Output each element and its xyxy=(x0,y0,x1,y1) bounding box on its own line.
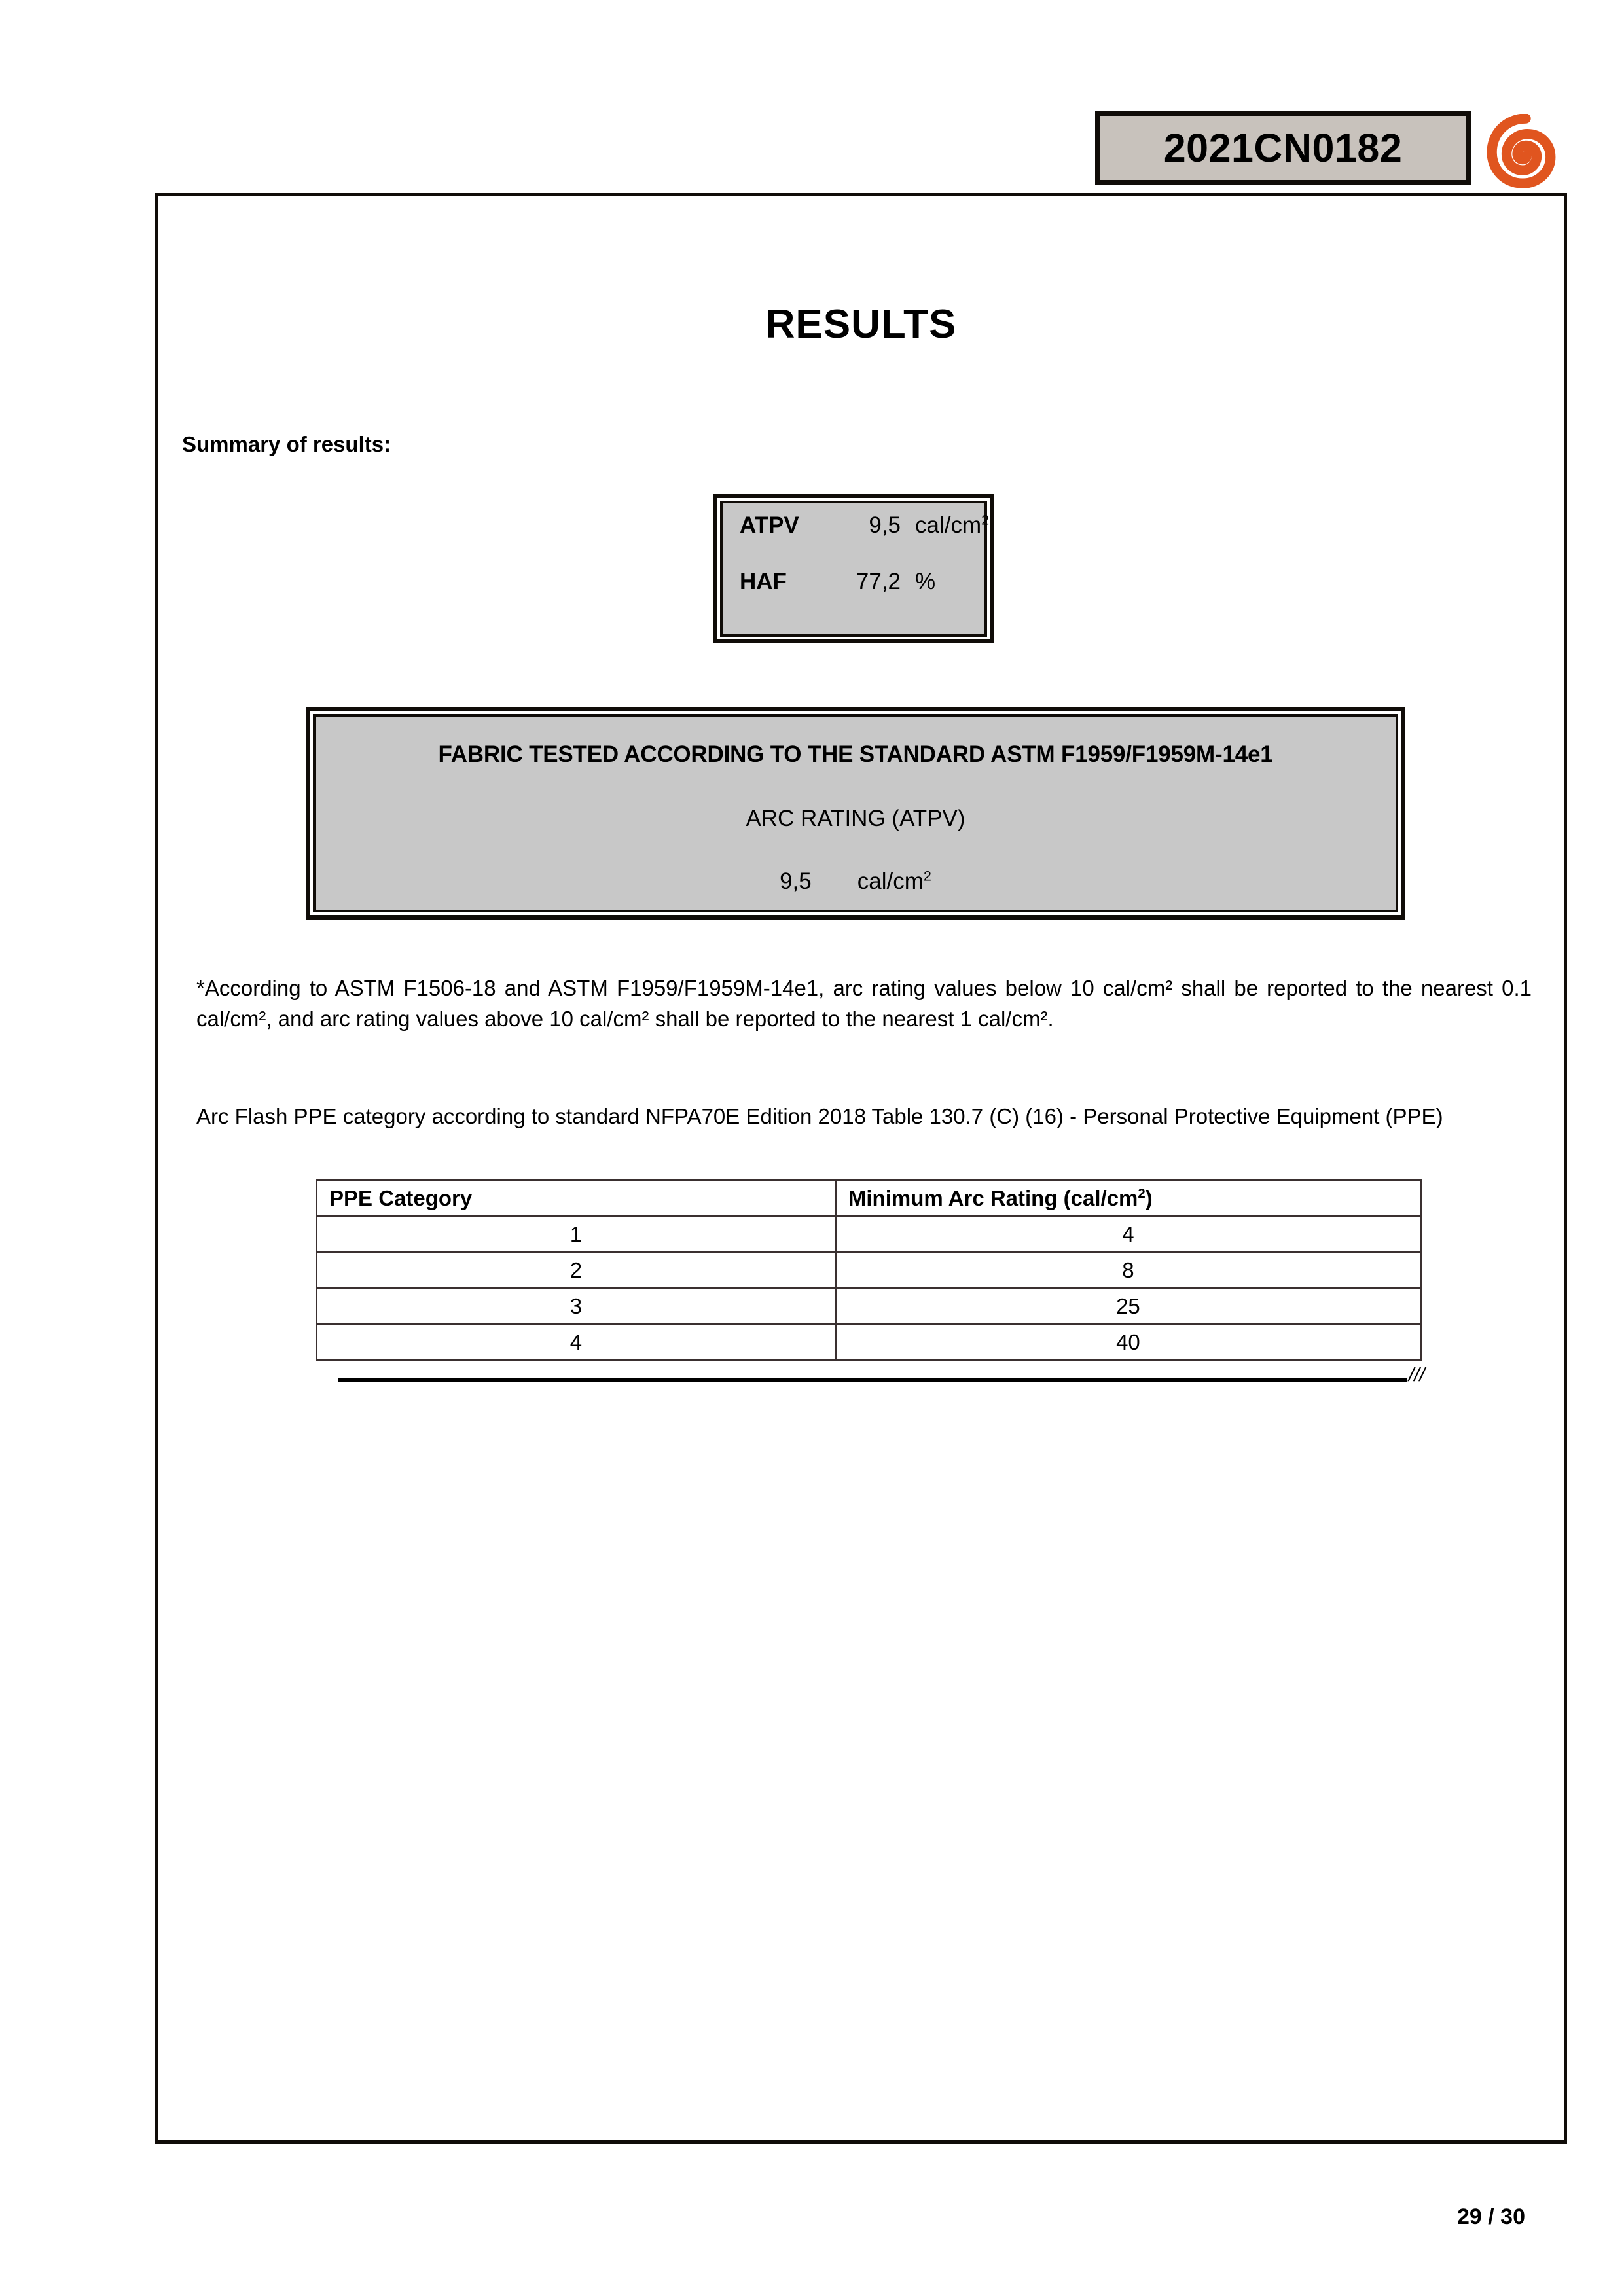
header-minimum-arc-rating-prefix: Minimum Arc Rating (cal/cm xyxy=(848,1186,1138,1210)
fabric-tested-box xyxy=(306,707,1405,920)
summary-of-results-label: Summary of results: xyxy=(182,432,391,456)
summary-unit-atpv xyxy=(901,512,989,539)
arc-rating-unit-text: cal/cm xyxy=(857,869,924,894)
arc-rating-unit xyxy=(857,869,931,895)
table-row xyxy=(317,1217,1421,1253)
ppe-category-table xyxy=(316,1179,1422,1361)
cell-ppe-category: 2 xyxy=(317,1253,836,1289)
arc-rating-value: 9,5 xyxy=(780,869,812,894)
header-ppe-category: PPE Category xyxy=(317,1181,836,1217)
page-title: RESULTS xyxy=(765,302,957,347)
cell-arc-rating: 25 xyxy=(835,1289,1420,1325)
fabric-tested-title: FABRIC TESTED ACCORDING TO THE STANDARD ASTM F1959/F1959M-14e1 xyxy=(438,742,1273,767)
spiral-logo xyxy=(1487,114,1564,191)
summary-value-atpv: 9,5 xyxy=(869,512,901,538)
summary-results-box xyxy=(713,494,994,643)
report-code-badge xyxy=(1095,111,1471,185)
summary-row-atpv xyxy=(740,511,990,569)
cell-arc-rating: 4 xyxy=(835,1217,1420,1253)
header-minimum-arc-rating-suffix: ) xyxy=(1145,1186,1153,1210)
header-minimum-arc-rating xyxy=(835,1181,1420,1217)
header-minimum-arc-rating-superscript: 2 xyxy=(1138,1186,1146,1201)
cell-ppe-category: 1 xyxy=(317,1217,836,1253)
end-of-document-mark: /// xyxy=(1408,1364,1425,1386)
table-row xyxy=(317,1253,1421,1289)
rounding-note-paragraph: *According to ASTM F1506-18 and ASTM F1959/F1959M-14e1, arc rating values below 10 cal/cm² shall be reported to the nearest 0.1 cal/cm², and arc rating values above 10 cal/cm² shall be reported to the nearest 1 cal/cm². xyxy=(196,976,1532,1031)
summary-results-box-inner xyxy=(720,501,990,637)
report-code-text: 2021CN0182 xyxy=(1163,125,1403,170)
summary-key-haf: HAF xyxy=(740,569,787,594)
summary-unit-atpv-text: cal/cm xyxy=(915,512,982,538)
arc-rating-unit-superscript: 2 xyxy=(923,867,931,884)
page-content-frame xyxy=(155,193,1567,2144)
cell-arc-rating: 8 xyxy=(835,1253,1420,1289)
end-of-document-rule xyxy=(338,1364,1425,1386)
arc-rating-subtitle: ARC RATING (ATPV) xyxy=(746,806,965,831)
end-rule-line xyxy=(338,1378,1407,1382)
summary-unit-atpv-superscript: 2 xyxy=(981,511,990,528)
cell-ppe-category: 3 xyxy=(317,1289,836,1325)
ppe-category-paragraph: Arc Flash PPE category according to standard NFPA70E Edition 2018 Table 130.7 (C) (16) - Personal Protective Equipment (PPE) xyxy=(196,1104,1443,1128)
summary-unit-haf: % xyxy=(915,569,936,594)
table-header-row xyxy=(317,1181,1421,1217)
table-row xyxy=(317,1325,1421,1361)
document-header xyxy=(0,54,1624,170)
summary-key-atpv: ATPV xyxy=(740,512,799,538)
fabric-tested-box-inner xyxy=(313,714,1398,912)
page-number: 29 / 30 xyxy=(1457,2204,1525,2229)
summary-value-haf: 77,2 xyxy=(856,569,901,594)
table-row xyxy=(317,1289,1421,1325)
cell-ppe-category: 4 xyxy=(317,1325,836,1361)
summary-row-haf xyxy=(740,569,967,625)
arc-rating-value-row xyxy=(780,869,931,895)
cell-arc-rating: 40 xyxy=(835,1325,1420,1361)
